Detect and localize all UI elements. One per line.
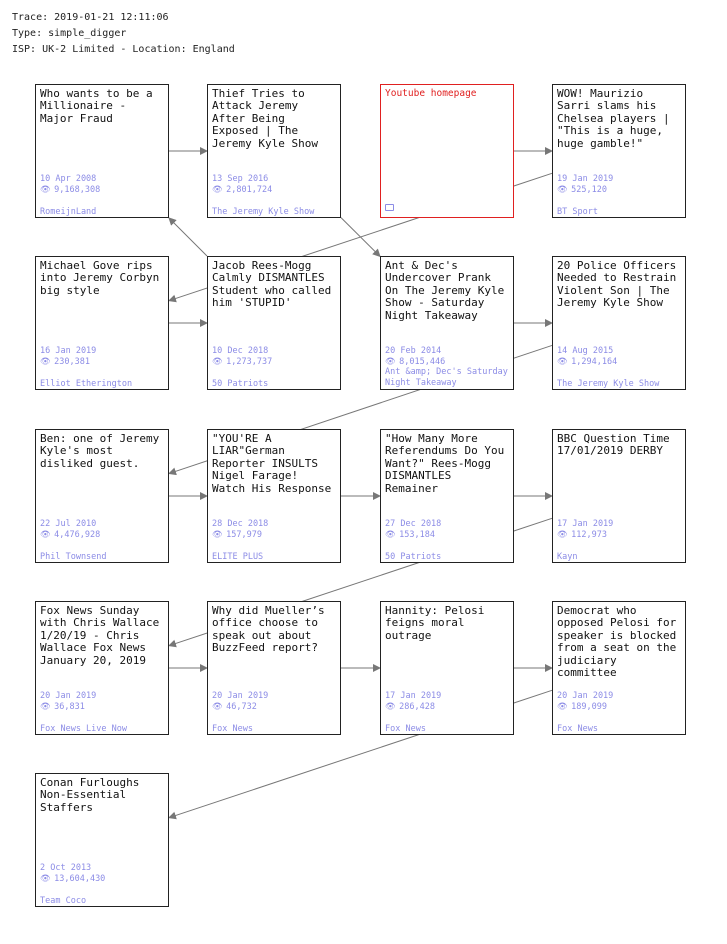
video-title: "How Many More Referendums Do You Want?" Rees-Mogg DISMANTLES Remainer [385,432,505,495]
view-count: 4,476,928 [54,530,101,540]
channel-name[interactable]: RomeijnLand [40,207,97,217]
eye-icon: 👁 [385,357,396,367]
video-card[interactable] [35,773,169,907]
trace-isp-location: ISP: UK-2 Limited - Location: England [12,44,235,55]
video-views [40,702,166,713]
video-date: 10 Dec 2018 [212,346,269,356]
video-card[interactable] [207,601,341,735]
video-card[interactable] [552,256,686,390]
channel-name[interactable]: BT Sport [557,207,598,217]
eye-icon: 👁 [40,702,51,712]
video-title: BBC Question Time 17/01/2019 DERBY [557,432,670,458]
view-count: 189,099 [571,702,607,712]
eye-icon: 👁 [385,530,396,540]
channel-name[interactable]: Ant &amp; Dec's Saturday Night Takeaway [385,367,508,388]
eye-icon: 👁 [385,702,396,712]
eye-icon: 👁 [557,357,568,367]
video-date: 20 Jan 2019 [557,691,614,701]
view-count: 112,973 [571,530,607,540]
video-title: Michael Gove rips into Jeremy Corbyn big style [40,259,160,297]
video-views [385,702,511,713]
video-title: Fox News Sunday with Chris Wallace 1/20/19 - Chris Wallace Fox News January 20, 2019 [40,604,160,667]
video-views [40,874,166,885]
video-date: 17 Jan 2019 [385,691,442,701]
video-title: Conan Furloughs Non-Essential Staffers [40,776,140,814]
video-date: 27 Dec 2018 [385,519,442,529]
video-title: Ben: one of Jeremy Kyle's most disliked guest. [40,432,160,470]
video-title: Why did Mueller’s office choose to speak out about BuzzFeed report? [212,604,325,655]
channel-name[interactable]: Elliot Etherington [40,379,133,389]
video-date: 28 Dec 2018 [212,519,269,529]
eye-icon: 👁 [40,530,51,540]
eye-icon: 👁 [212,530,223,540]
video-date: 2 Oct 2013 [40,863,92,873]
video-views [212,530,338,541]
view-count: 157,979 [226,530,262,540]
video-views [212,702,338,713]
video-card[interactable] [552,84,686,218]
view-count: 153,184 [399,530,435,540]
video-card[interactable] [35,84,169,218]
view-count: 286,428 [399,702,435,712]
video-views [557,530,683,541]
video-card[interactable] [380,256,514,390]
channel-name[interactable]: Fox News Live Now [40,724,127,734]
video-title: "YOU'RE A LIAR"German Reporter INSULTS Nigel Farage! Watch His Response [212,432,332,495]
eye-icon: 👁 [40,874,51,884]
view-count: 2,801,724 [226,185,273,195]
view-count: 1,273,737 [226,357,273,367]
eye-icon: 👁 [212,702,223,712]
video-views [40,530,166,541]
channel-name[interactable]: Kayn [557,552,578,562]
trace-timestamp: Trace: 2019-01-21 12:11:06 [12,12,169,23]
view-count: 36,831 [54,702,85,712]
video-views [212,357,338,368]
view-count: 1,294,164 [571,357,618,367]
video-title: 20 Police Officers Needed to Restrain Violent Son | The Jeremy Kyle Show [557,259,677,310]
channel-name[interactable]: Fox News [212,724,253,734]
video-title: Youtube homepage [385,88,477,99]
view-count: 9,168,308 [54,185,101,195]
eye-icon: 👁 [557,185,568,195]
channel-name[interactable]: 50 Patriots [212,379,269,389]
video-views [557,185,683,196]
video-card[interactable] [380,601,514,735]
video-title: Thief Tries to Attack Jeremy After Being Exposed | The Jeremy Kyle Show [212,87,318,150]
eye-icon: 👁 [212,185,223,195]
eye-icon: 👁 [557,702,568,712]
view-count: 525,120 [571,185,607,195]
channel-name[interactable]: ELITE PLUS [212,552,264,562]
channel-name[interactable]: Phil Townsend [40,552,107,562]
eye-icon: 👁 [40,185,51,195]
video-title: Democrat who opposed Pelosi for speaker is blocked from a seat on the judiciary committee [557,604,677,680]
eye-icon: 👁 [212,357,223,367]
video-card[interactable] [35,601,169,735]
edge-arrow [169,218,207,256]
video-views [557,357,683,368]
video-card[interactable] [552,429,686,563]
video-date: 13 Sep 2016 [212,174,269,184]
video-date: 16 Jan 2019 [40,346,97,356]
video-card[interactable] [207,84,341,218]
video-date: 22 Jul 2010 [40,519,97,529]
video-card[interactable] [35,256,169,390]
video-date: 14 Aug 2015 [557,346,614,356]
video-card[interactable] [207,429,341,563]
video-date: 20 Jan 2019 [40,691,97,701]
video-card[interactable] [35,429,169,563]
video-card[interactable] [207,256,341,390]
video-date: 10 Apr 2008 [40,174,97,184]
channel-name[interactable]: 50 Patriots [385,552,442,562]
video-views [40,357,166,368]
video-title: Jacob Rees-Mogg Calmly DISMANTLES Student who called him 'STUPID' [212,259,332,310]
view-count: 13,604,430 [54,874,106,884]
channel-name[interactable]: Team Coco [40,896,87,906]
youtube-homepage-node[interactable] [380,84,514,218]
tv-icon [385,204,394,211]
video-card[interactable] [380,429,514,563]
video-date: 20 Jan 2019 [212,691,269,701]
video-date: 17 Jan 2019 [557,519,614,529]
trace-type: Type: simple_digger [12,28,127,39]
video-card[interactable] [552,601,686,735]
view-count: 8,015,446 [399,357,446,367]
view-count: 46,732 [226,702,257,712]
video-views [212,185,338,196]
video-title: Hannity: Pelosi feigns moral outrage [385,604,485,642]
video-title: Ant & Dec's Undercover Prank On The Jeremy Kyle Show - Saturday Night Takeaway [385,259,505,322]
eye-icon: 👁 [40,357,51,367]
video-title: WOW! Maurizio Sarri slams his Chelsea players | "This is a huge, huge gamble!" [557,87,670,150]
channel-name[interactable]: The Jeremy Kyle Show [557,379,660,389]
channel-name[interactable]: Fox News [385,724,426,734]
edge-arrow [341,218,380,257]
video-views [557,702,683,713]
video-views [40,185,166,196]
video-date: 19 Jan 2019 [557,174,614,184]
video-date: 20 Feb 2014 [385,346,442,356]
channel-name[interactable]: Fox News [557,724,598,734]
video-views [385,530,511,541]
channel-name[interactable]: The Jeremy Kyle Show [212,207,315,217]
video-title: Who wants to be a Millionaire - Major Fraud [40,87,153,125]
view-count: 230,381 [54,357,90,367]
eye-icon: 👁 [557,530,568,540]
